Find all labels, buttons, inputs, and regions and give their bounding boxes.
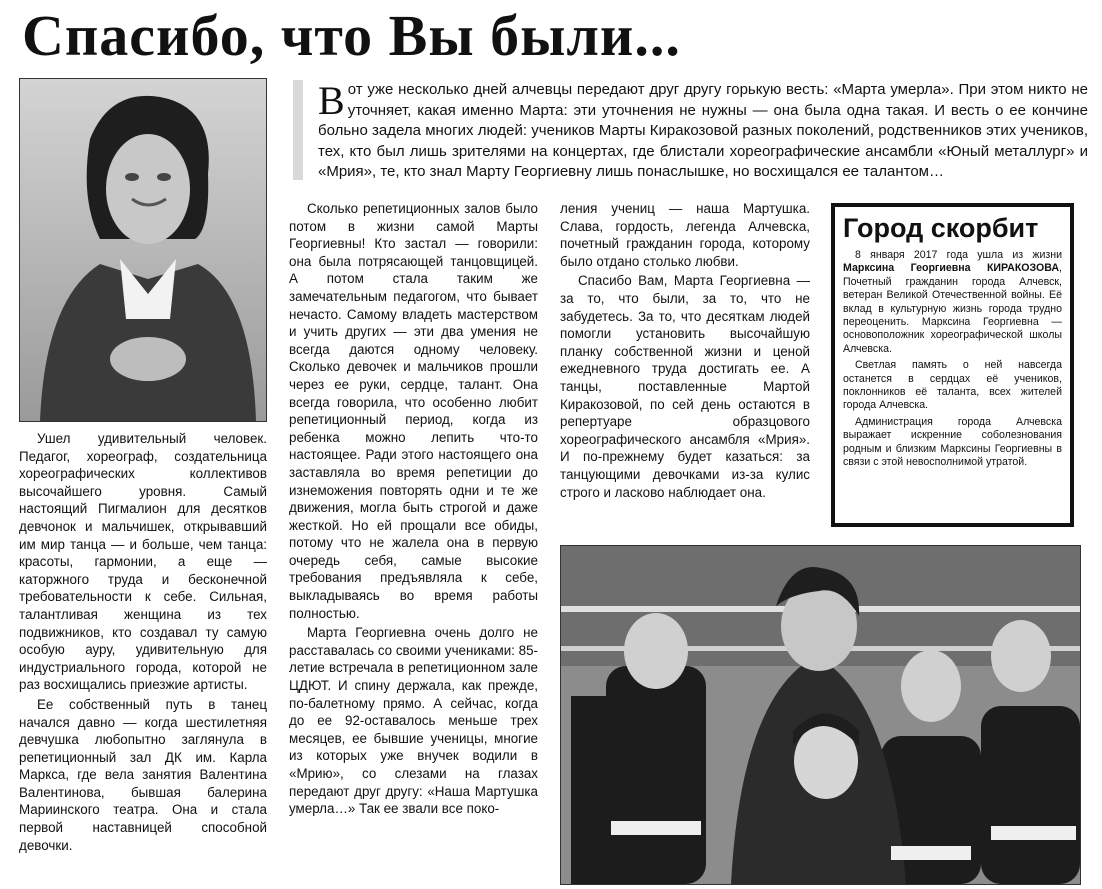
obituary-paragraph-3: Администрация города Алчевска выражает искренние соболезнования родным и близким Марксины Георгиевны в связи с этой невосполнимой утратой. xyxy=(843,415,1062,469)
column-1 xyxy=(19,430,267,856)
portrait-photo xyxy=(19,78,267,422)
portrait-image xyxy=(20,79,266,421)
obituary-paragraph-2: Светлая память о ней навсегда останется в сердцах её учеников, поклонников её таланта, всех жителей города Алчевска. xyxy=(843,359,1062,412)
col3-paragraph-2: Спасибо Вам, Марта Георгиевна — за то, что были, за то, что не забудетесь. За то, что десяткам людей помогли установить высочайшую планку собственной жизни и ценой ежедневного труда достигать ее. А танцы, поставленные Мартой Киракозовой, по сей день остаются в репертуаре образцового хореографического ансамбля «Мрия». И по-прежнему будет казаться: за танцующими девочками из-за кулис строго и ласково наблюдает она. xyxy=(560,273,810,500)
obituary-p1-start: 8 января 2017 года ушла из жизни xyxy=(855,249,1062,261)
obituary-box xyxy=(831,203,1074,527)
col1-paragraph-2: Ее собственный путь в танец начался давно — когда шестилетняя девчушка любопытно заглянула в репетиционный зал ДК им. Карла Маркса, где вела занятия Валентина Валентинова, бывшая балерина Мариинского театра. Она и стала первой наставницей способной девочки. xyxy=(19,696,267,853)
obituary-title: Город скорбит xyxy=(843,213,1039,243)
group-photo xyxy=(560,545,1081,885)
obituary-paragraph-1 xyxy=(843,249,1062,356)
col2-paragraph-1: Сколько репетиционных залов было потом в жизни самой Марты Георгиевны! Кто застал — говорили: она была потрясающей танцовщицей. А потом стала таким же замечательным педагогом, что бывает нечасто. Самому владеть мастерством и учить других — эти два умения не всегда даются одному человеку. Сколько девочек и мальчиков прошли через ее руки, сердце, талант. Она всегда говорила, что особенно любит репетиционный период, когда из ребенка можно лепить что-то настоящее. Ради этого настоящего она заставляла во время репетиции до изнеможения повторять одни и те же движения, могла быть строгой и даже жесткой. Но ей прощали все обиды, потому что не жалела она в первую очередь себя, самые высокие требования предъявляла к себе, выкладываясь во время работы полностью. xyxy=(289,201,538,621)
lead-paragraph xyxy=(318,80,1088,183)
drop-cap: В xyxy=(318,78,345,123)
col2-paragraph-2: Марта Георгиевна очень долго не расставалась со своими учениками: 85-летие встречала в репетиционном зале ЦДЮТ. И спину держала, как прежде, по-балетному прямо. А сейчас, когда до ее 92-оставалось меньше трех месяцев, ее бывшие ученицы, многие из которых уже внучек водили в «Мрию», со слезами на глазах передают друг другу: «Наша Мартушка умерла…» Так ее звали все поко- xyxy=(289,625,538,817)
lead-accent-bar xyxy=(293,80,303,180)
obituary-name: Марксина Георгиевна КИРАКОЗОВА xyxy=(843,262,1060,275)
lead-text: от уже несколько дней алчевцы передают друг другу горькую весть: «Марта умерла». При этом никто не уточняет, какая именно Марта: эти уточнения не нужны — она была одна такая. И весть о ее кончине больно задела многих людей: учеников Марты Киракозовой разных поколений, родственников этих учеников, тех, кто был лишь зрителями на концертах, где блистали хореографические ансамбли «Юный металлург» и «Мрия», те, кто знал Марту Георгиевну лишь понаслышке, но восхищался ее талантом… xyxy=(318,81,1088,180)
headline: Спасибо, что Вы были... xyxy=(22,3,681,68)
col3-paragraph-1: ления учениц — наша Мартушка. Слава, гордость, легенда Алчевска, почетный гражданин города, которому было отдано столько любви. xyxy=(560,201,810,269)
column-2 xyxy=(289,200,538,820)
obituary-p1-end: , Почетный гражданин города Алчевск, ветеран Великой Отечественной войны. Её вклад в культурную жизнь города трудно переоценить. Марксина Георгиевна — основоположник хореографической школы Алчевска. xyxy=(843,262,1062,355)
group-image xyxy=(561,546,1080,884)
column-3 xyxy=(560,200,810,503)
col1-paragraph-1: Ушел удивительный человек. Педагог, хореограф, создательница хореографических коллективов высочайшего уровня. Самый настоящий Пигмалион для десятков девчонок и мальчишек, открывавший им мир танца — и больше, чем танца: красоты, гармонии, а еще — каторжного труда и бесконечной требовательности к себе. Сильная, талантливая женщина из тех подвижников, кто создавал ту самую особую ауру, удивительную для индустриального города, которой не раз восхищались приезжие артисты. xyxy=(19,431,267,693)
